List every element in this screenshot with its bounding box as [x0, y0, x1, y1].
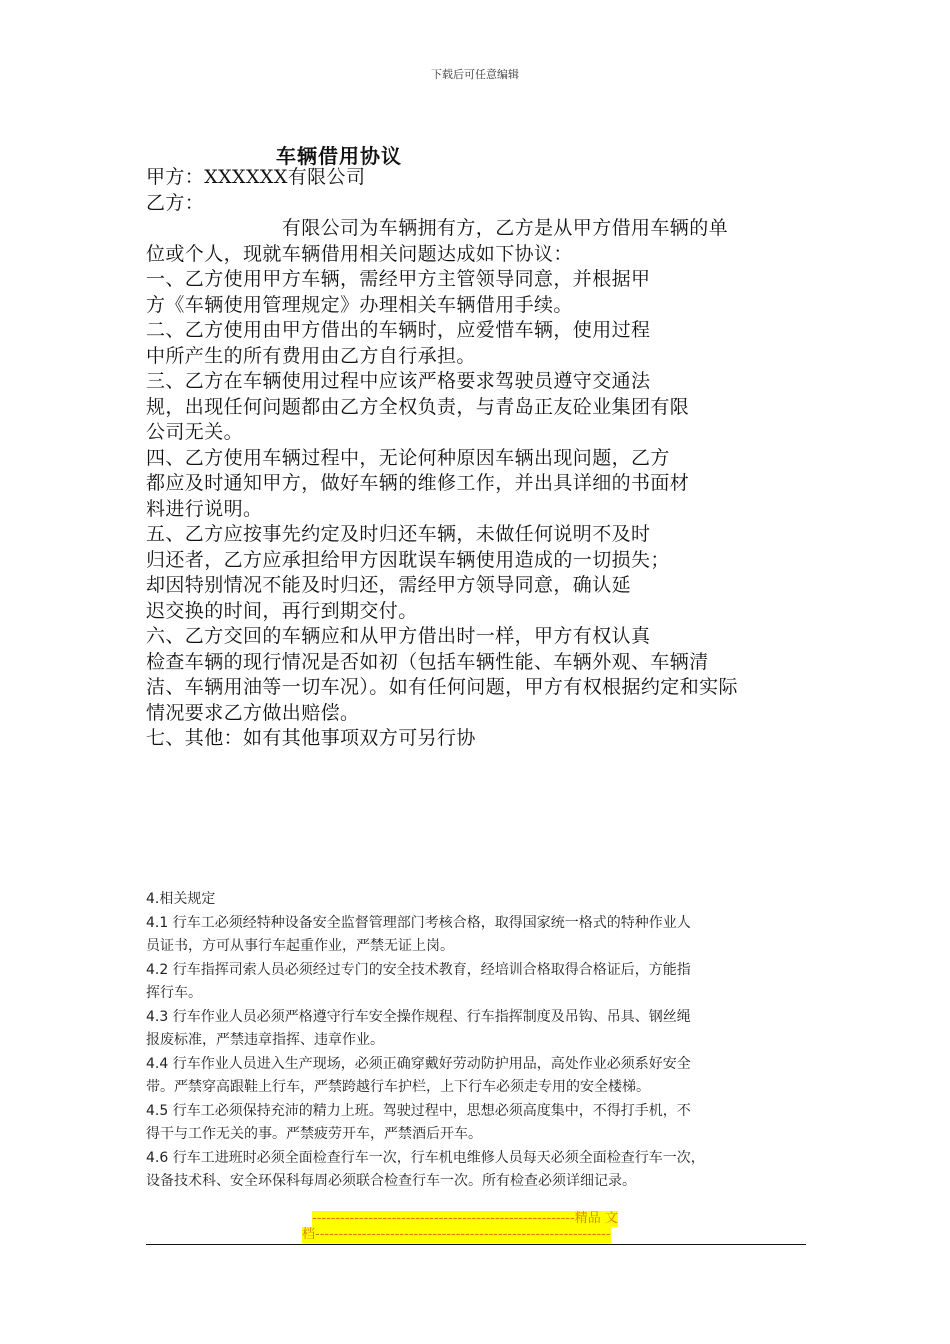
agreement-line: 方《车辆使用管理规定》办理相关车辆借用手续。: [146, 293, 573, 316]
agreement-line: 甲方：XXXXXX有限公司: [146, 166, 366, 188]
rules-line: 得干与工作无关的事。严禁疲劳开车，严禁酒后开车。: [146, 1126, 482, 1142]
agreement-line: 规，出现任何问题都由乙方全权负责，与青岛正友砼业集团有限: [146, 395, 690, 418]
agreement-line: 却因特别情况不能及时归还，需经甲方领导同意，确认延: [146, 574, 632, 596]
rules-line: 4.4 行车作业人员进入生产现场，必须正确穿戴好劳动防护用品，高处作业必须系好安全: [146, 1055, 691, 1072]
rules-line: 4.2 行车指挥司索人员必须经过专门的安全技术教育，经培训合格取得合格证后，方能指: [146, 961, 691, 978]
agreement-line: 检查车辆的现行情况是否如初（包括车辆性能、车辆外观、车辆清: [146, 650, 709, 673]
agreement-line: 六、乙方交回的车辆应和从甲方借出时一样，甲方有权认真: [146, 625, 651, 647]
agreement-line: 都应及时通知甲方，做好车辆的维修工作，并出具详细的书面材: [146, 472, 690, 494]
rules-heading: 4.相关规定: [146, 891, 216, 907]
agreement-body: [146, 165, 811, 752]
agreement-line: 位或个人，现就车辆借用相关问题达成如下协议：: [146, 242, 573, 265]
agreement-line: 中所产生的所有费用由乙方自行承担。: [146, 344, 476, 367]
footer-stamp-line-1: --------------------------------------------------------精品 文: [312, 1211, 618, 1226]
rules-line: 4.3 行车作业人员必须严格遵守行车安全操作规程、行车指挥制度及吊钩、吊具、钢丝绳: [146, 1008, 691, 1025]
agreement-line: 料进行说明。: [146, 497, 263, 520]
agreement-line: 一、乙方使用甲方车辆，需经甲方主管领导同意，并根据甲: [146, 268, 651, 290]
footer-stamp-line-2: 档---------------------------------------------------------------: [302, 1227, 611, 1242]
agreement-line: 公司无关。: [146, 421, 244, 443]
bottom-divider: [146, 1244, 806, 1245]
rules-line: 挥行车。: [146, 985, 202, 1001]
rules-line: 带。严禁穿高跟鞋上行车，严禁跨越行车护栏，上下行车必须走专用的安全楼梯。: [146, 1079, 650, 1095]
agreement-line: 五、乙方应按事先约定及时归还车辆，未做任何说明不及时: [146, 523, 651, 545]
agreement-line: 迟交换的时间，再行到期交付。: [146, 599, 418, 622]
agreement-line: 有限公司为车辆拥有方，乙方是从甲方借用车辆的单: [146, 217, 729, 239]
rules-line: 4.1 行车工必须经特种设备安全监督管理部门考核合格，取得国家统一格式的特种作业人: [146, 914, 691, 931]
rules-line: 4.6 行车工进班时必须全面检查行车一次，行车机电维修人员每天必须全面检查行车一次，: [146, 1149, 705, 1166]
agreement-line: 三、乙方在车辆使用过程中应该严格要求驾驶员遵守交通法: [146, 370, 651, 392]
rules-section: [146, 888, 816, 1194]
rules-line: 报废标准，严禁违章指挥、违章作业。: [146, 1032, 384, 1048]
rules-line: 设备技术科、安全环保科每周必须联合检查行车一次。所有检查必须详细记录。: [146, 1173, 636, 1189]
rules-line: 4.5 行车工必须保持充沛的精力上班。驾驶过程中，思想必须高度集中，不得打手机，不: [146, 1102, 691, 1119]
agreement-line: 二、乙方使用由甲方借出的车辆时，应爱惜车辆，使用过程: [146, 319, 651, 341]
agreement-line: 乙方：: [146, 191, 205, 214]
agreement-line: 情况要求乙方做出赔偿。: [146, 701, 360, 724]
agreement-line: 四、乙方使用车辆过程中，无论何种原因车辆出现问题，乙方: [146, 446, 670, 469]
agreement-line: 归还者，乙方应承担给甲方因耽误车辆使用造成的一切损失；: [146, 548, 670, 571]
rules-line: 员证书，方可从事行车起重作业，严禁无证上岗。: [146, 938, 454, 954]
document-title: 车辆借用协议: [276, 144, 402, 168]
agreement-line: 洁、车辆用油等一切车况）。如有任何问题，甲方有权根据约定和实际: [146, 676, 738, 698]
agreement-line: 七、其他：如有其他事项双方可另行协: [146, 727, 476, 749]
header-note: 下载后可任意编辑: [431, 68, 519, 81]
